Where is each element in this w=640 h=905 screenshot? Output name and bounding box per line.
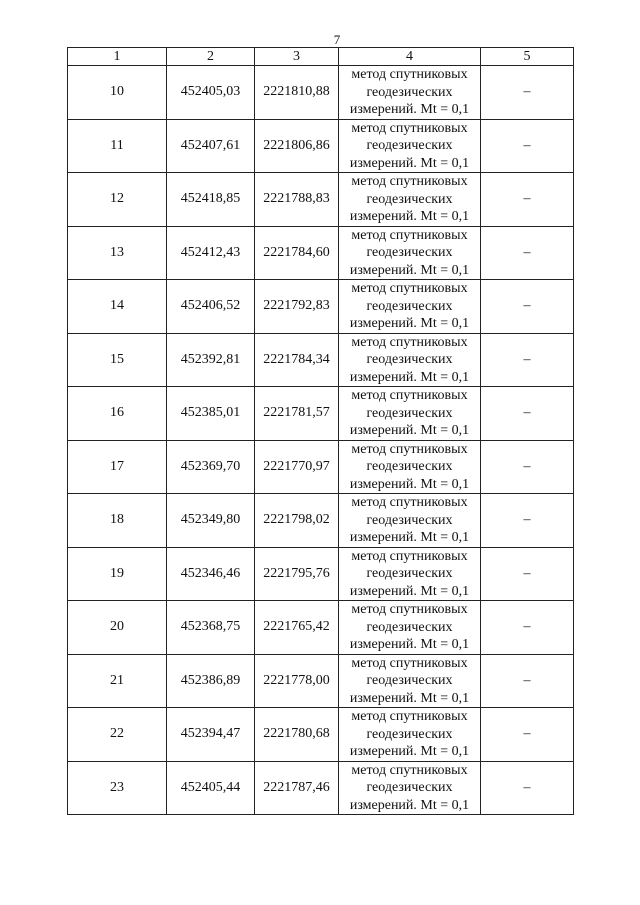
note-cell <box>481 601 574 655</box>
method-line: измерений. Mt = 0,1 <box>349 369 470 385</box>
dash-mark: – <box>523 672 531 688</box>
method-line: метод спутниковых <box>351 227 468 243</box>
coordinate-y: 2221780,68 <box>255 708 339 762</box>
page-number: 7 <box>333 32 341 47</box>
method-line: метод спутниковых <box>351 709 468 724</box>
point-number: 12 <box>68 173 167 227</box>
method-line: геодезических <box>366 352 453 367</box>
method-line: метод спутниковых <box>351 174 468 189</box>
table-row <box>68 494 574 548</box>
point-number: 11 <box>68 119 167 173</box>
table-row <box>68 654 574 708</box>
dash-mark: – <box>523 298 531 314</box>
table-row <box>68 387 574 441</box>
dash-mark: – <box>523 84 531 100</box>
coordinate-x: 452392,81 <box>167 333 255 387</box>
header-row <box>68 48 574 66</box>
method-description <box>339 708 481 762</box>
method-line: геодезических <box>366 673 453 688</box>
method-line: измерений. Mt = 0,1 <box>349 530 470 545</box>
header-col-5: 5 <box>481 48 574 66</box>
coordinate-y: 2221788,83 <box>255 173 339 227</box>
note-cell <box>481 547 574 601</box>
method-line: измерений. Mt = 0,1 <box>349 637 470 652</box>
method-description <box>339 226 481 280</box>
method-line: геодезических <box>366 780 453 795</box>
dash-mark: – <box>523 458 531 474</box>
dash-mark: – <box>523 137 531 153</box>
method-line: измерений. Mt = 0,1 <box>349 316 470 331</box>
point-number: 19 <box>68 547 167 601</box>
note-cell <box>481 226 574 280</box>
point-number: 10 <box>68 66 167 120</box>
method-line: метод спутниковых <box>351 762 468 778</box>
table-row <box>68 761 574 815</box>
note-cell <box>481 119 574 173</box>
method-line: измерений. Mt = 0,1 <box>349 797 470 813</box>
method-line: метод спутниковых <box>351 495 468 510</box>
dash-mark: – <box>523 779 531 795</box>
coordinate-y: 2221765,42 <box>255 601 339 655</box>
coordinate-x: 452349,80 <box>167 494 255 548</box>
dash-mark: – <box>523 351 531 367</box>
method-line: измерений. Mt = 0,1 <box>349 102 470 117</box>
note-cell <box>481 280 574 334</box>
coordinate-y: 2221770,97 <box>255 440 339 494</box>
method-line: измерений. Mt = 0,1 <box>349 209 470 224</box>
method-line: метод спутниковых <box>351 441 468 457</box>
coordinate-y: 2221784,34 <box>255 333 339 387</box>
method-line: геодезических <box>366 566 453 581</box>
table-row <box>68 708 574 762</box>
coordinate-x: 452368,75 <box>167 601 255 655</box>
coordinate-y: 2221810,88 <box>255 66 339 120</box>
method-description <box>339 440 481 494</box>
table-row <box>68 66 574 120</box>
method-line: геодезических <box>366 459 453 474</box>
note-cell <box>481 708 574 762</box>
header-col-3: 3 <box>255 48 339 66</box>
method-line: геодезических <box>366 405 453 421</box>
method-description <box>339 66 481 120</box>
table-body <box>68 66 574 815</box>
note-cell <box>481 440 574 494</box>
method-line: измерений. Mt = 0,1 <box>349 423 470 438</box>
method-description <box>339 494 481 548</box>
table-row <box>68 440 574 494</box>
coordinate-y: 2221781,57 <box>255 387 339 441</box>
method-description <box>339 601 481 655</box>
coordinate-y: 2221795,76 <box>255 547 339 601</box>
note-cell <box>481 654 574 708</box>
method-line: метод спутниковых <box>351 281 468 296</box>
method-line: метод спутниковых <box>351 602 468 617</box>
table-row <box>68 173 574 227</box>
method-line: геодезических <box>366 726 453 742</box>
note-cell <box>481 494 574 548</box>
method-description <box>339 654 481 708</box>
method-line: геодезических <box>366 512 453 528</box>
dash-mark: – <box>523 565 531 581</box>
table-row <box>68 280 574 334</box>
point-number: 21 <box>68 654 167 708</box>
point-number: 14 <box>68 280 167 334</box>
point-number: 20 <box>68 601 167 655</box>
header-col-1: 1 <box>68 48 167 66</box>
coordinate-y: 2221778,00 <box>255 654 339 708</box>
method-line: измерений. Mt = 0,1 <box>349 744 470 759</box>
point-number: 15 <box>68 333 167 387</box>
table-row <box>68 601 574 655</box>
method-description <box>339 761 481 815</box>
header-col-2: 2 <box>167 48 255 66</box>
coordinates-table <box>67 47 574 815</box>
point-number: 16 <box>68 387 167 441</box>
coordinate-y: 2221798,02 <box>255 494 339 548</box>
method-line: метод спутниковых <box>351 388 468 403</box>
method-description <box>339 119 481 173</box>
coordinate-x: 452385,01 <box>167 387 255 441</box>
coordinate-x: 452394,47 <box>167 708 255 762</box>
dash-mark: – <box>523 726 531 742</box>
method-line: геодезических <box>366 191 453 207</box>
coordinate-x: 452418,85 <box>167 173 255 227</box>
point-number: 18 <box>68 494 167 548</box>
table-row <box>68 547 574 601</box>
note-cell <box>481 66 574 120</box>
method-line: измерений. Mt = 0,1 <box>349 155 470 171</box>
method-line: геодезических <box>366 245 453 260</box>
coordinate-x: 452346,46 <box>167 547 255 601</box>
dash-mark: – <box>523 244 531 260</box>
method-line: геодезических <box>366 619 453 635</box>
note-cell <box>481 387 574 441</box>
table-row <box>68 119 574 173</box>
method-description <box>339 173 481 227</box>
note-cell <box>481 761 574 815</box>
method-line: измерений. Mt = 0,1 <box>349 690 470 706</box>
method-description <box>339 547 481 601</box>
note-cell <box>481 173 574 227</box>
coordinate-x: 452405,44 <box>167 761 255 815</box>
point-number: 23 <box>68 761 167 815</box>
coordinate-y: 2221792,83 <box>255 280 339 334</box>
method-line: измерений. Mt = 0,1 <box>349 583 470 599</box>
coordinate-y: 2221784,60 <box>255 226 339 280</box>
method-line: метод спутниковых <box>351 67 468 82</box>
coordinate-x: 452406,52 <box>167 280 255 334</box>
method-line: метод спутниковых <box>351 334 468 350</box>
coordinate-x: 452405,03 <box>167 66 255 120</box>
point-number: 13 <box>68 226 167 280</box>
header-col-4: 4 <box>339 48 481 66</box>
dash-mark: – <box>523 619 531 635</box>
coordinate-x: 452407,61 <box>167 119 255 173</box>
coordinate-x: 452386,89 <box>167 654 255 708</box>
coordinate-x: 452412,43 <box>167 226 255 280</box>
method-line: геодезических <box>366 298 453 314</box>
method-line: метод спутниковых <box>351 548 468 564</box>
method-description <box>339 387 481 441</box>
point-number: 22 <box>68 708 167 762</box>
method-line: геодезических <box>366 84 453 100</box>
method-line: метод спутниковых <box>351 120 468 136</box>
method-description <box>339 280 481 334</box>
table-row <box>68 226 574 280</box>
dash-mark: – <box>523 512 531 528</box>
method-line: измерений. Mt = 0,1 <box>349 262 470 278</box>
dash-mark: – <box>523 405 531 421</box>
method-line: геодезических <box>366 138 453 153</box>
coordinate-y: 2221806,86 <box>255 119 339 173</box>
method-line: измерений. Mt = 0,1 <box>349 476 470 492</box>
coordinate-y: 2221787,46 <box>255 761 339 815</box>
table-row <box>68 333 574 387</box>
method-description <box>339 333 481 387</box>
method-line: метод спутниковых <box>351 655 468 671</box>
point-number: 17 <box>68 440 167 494</box>
coordinate-x: 452369,70 <box>167 440 255 494</box>
dash-mark: – <box>523 191 531 207</box>
note-cell <box>481 333 574 387</box>
